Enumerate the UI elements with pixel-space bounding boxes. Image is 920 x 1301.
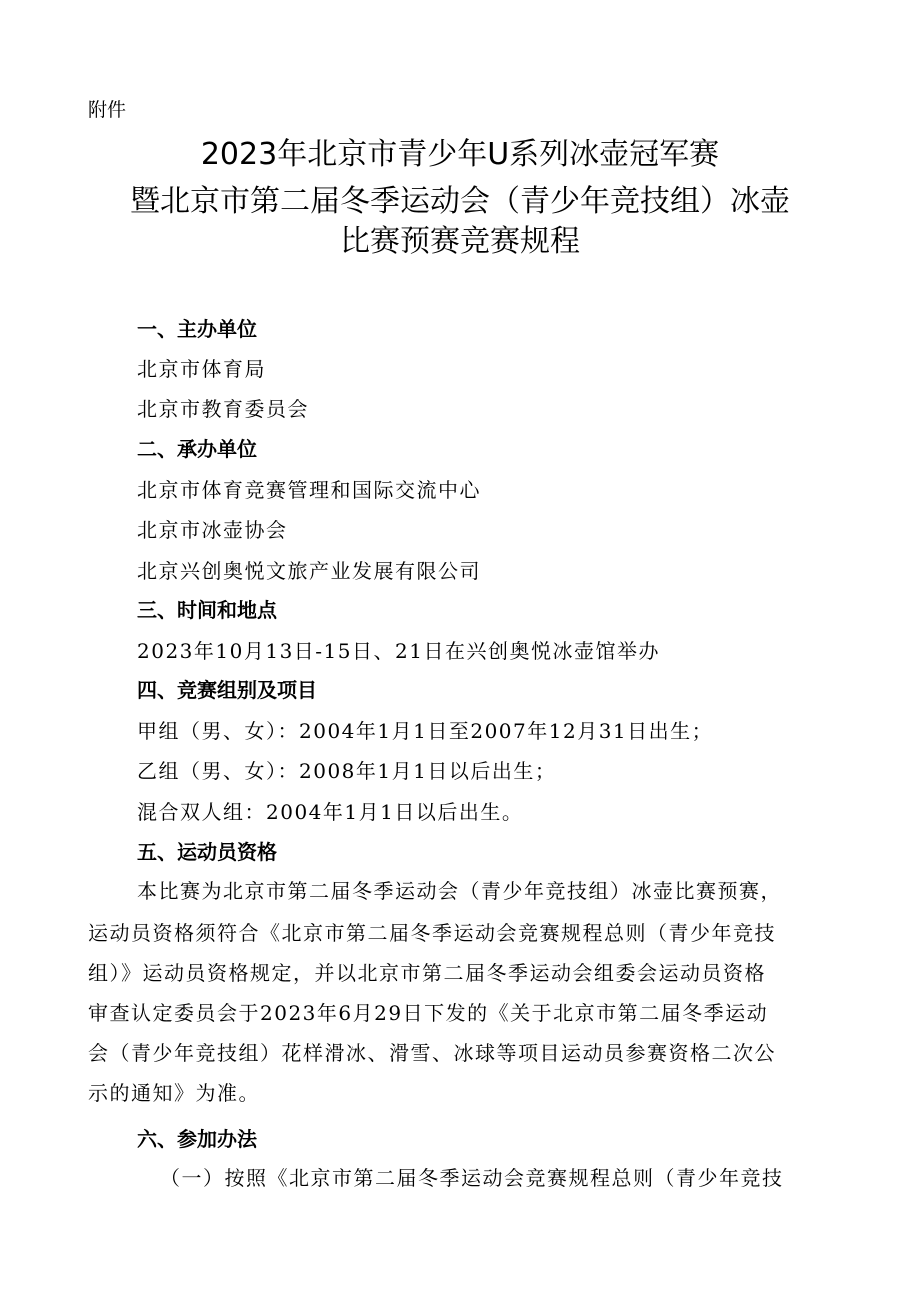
section-heading-eligibility: 五、运动员资格 — [137, 840, 277, 864]
undertaker-item: 北京市冰壶协会 — [137, 518, 288, 542]
eligibility-paragraph-line: 示的通知》为准。 — [88, 1081, 260, 1105]
attachment-label: 附件 — [88, 99, 127, 121]
section-heading-time-place: 三、时间和地点 — [137, 598, 277, 622]
eligibility-paragraph-line: 审查认定委员会于2023年6月29日下发的《关于北京市第二届冬季运动 — [88, 1001, 769, 1025]
section-heading-undertaker: 二、承办单位 — [137, 437, 257, 461]
group-item: 乙组（男、女）：2008年1月1日以后出生； — [137, 759, 557, 783]
document-title-line-1: 2023年北京市青少年U系列冰壶冠军赛 — [200, 137, 720, 172]
section-heading-groups: 四、竞赛组别及项目 — [137, 678, 317, 702]
eligibility-paragraph-line: 运动员资格须符合《北京市第二届冬季运动会竞赛规程总则（青少年竞技 — [88, 921, 776, 945]
organizer-item: 北京市体育局 — [137, 357, 266, 381]
document-title-line-2: 暨北京市第二届冬季运动会（青少年竞技组）冰壶 — [130, 184, 790, 219]
eligibility-paragraph-line: 会（青少年竞技组）花样滑冰、滑雪、冰球等项目运动员参赛资格二次公 — [88, 1041, 776, 1065]
eligibility-paragraph-line: 本比赛为北京市第二届冬季运动会（青少年竞技组）冰壶比赛预赛， — [137, 879, 782, 903]
undertaker-item: 北京兴创奥悦文旅产业发展有限公司 — [137, 559, 481, 583]
time-place-item: 2023年10月13日-15日、21日在兴创奥悦冰壶馆举办 — [137, 639, 660, 663]
eligibility-paragraph-line: 组）》运动员资格规定，并以北京市第二届冬季运动会组委会运动员资格 — [88, 961, 766, 985]
group-item: 甲组（男、女）：2004年1月1日至2007年12月31日出生； — [137, 719, 714, 743]
section-heading-method: 六、参加办法 — [137, 1127, 257, 1151]
undertaker-item: 北京市体育竞赛管理和国际交流中心 — [137, 478, 481, 502]
document-title-line-3: 比赛预赛竞赛规程 — [340, 224, 580, 259]
section-heading-organizer: 一、主办单位 — [137, 317, 257, 341]
group-item: 混合双人组：2004年1月1日以后出生。 — [137, 800, 524, 824]
method-paragraph-line: （一）按照《北京市第二届冬季运动会竞赛规程总则（青少年竞技 — [160, 1166, 784, 1190]
organizer-item: 北京市教育委员会 — [137, 397, 309, 421]
